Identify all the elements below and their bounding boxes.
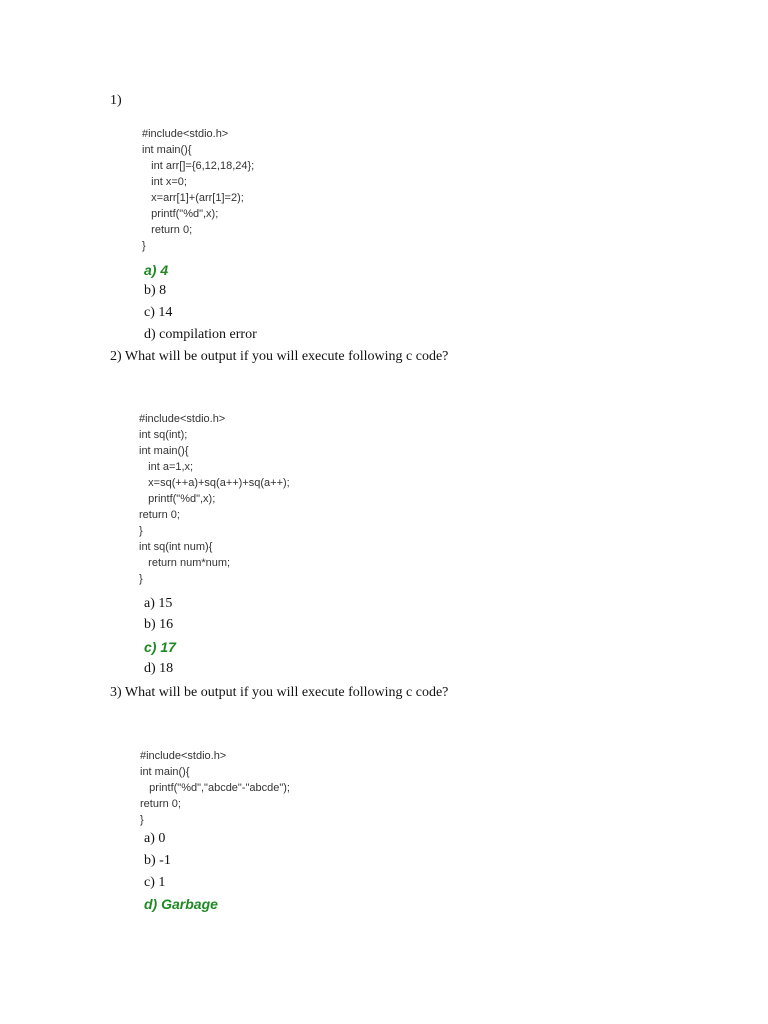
question-3-option-a: a) 0 [144,831,166,846]
question-1-option-a-correct: a) 4 [144,262,169,278]
code-line: x=sq(++a)+sq(a++)+sq(a++); [139,477,290,489]
question-2-code-block [139,411,290,587]
question-1-option-d: d) compilation error [144,327,257,342]
code-line: x=arr[1]+(arr[1]=2); [142,192,244,204]
question-2-option-d: d) 18 [144,661,174,676]
code-line: int sq(int); [139,429,188,441]
code-line: #include<stdio.h> [140,750,227,762]
code-line: int x=0; [142,176,187,188]
question-1-number: 1) [110,93,122,108]
question-2-option-c-correct: c) 17 [144,639,176,655]
code-line: return 0; [139,509,180,521]
code-line: return 0; [140,798,181,810]
code-line: int arr[]={6,12,18,24}; [142,160,255,172]
code-line: printf("%d","abcde"-"abcde"); [140,782,290,794]
code-line: } [142,240,146,252]
code-line: int main(){ [142,144,192,156]
code-line: } [140,814,144,826]
code-line: int a=1,x; [139,461,194,473]
question-2-option-a: a) 15 [144,596,173,611]
question-2-option-b: b) 16 [144,617,174,632]
question-3-option-c: c) 1 [144,875,166,890]
question-3-code-block [140,748,290,828]
question-1-option-b: b) 8 [144,283,167,298]
code-line: } [139,525,143,537]
question-2-prompt: 2) What will be output if you will execute following c code? [110,349,449,364]
code-line: printf("%d",x); [139,493,216,505]
question-3-option-d-correct: d) Garbage [144,896,218,912]
code-line: #include<stdio.h> [142,128,229,140]
question-3-option-b: b) -1 [144,853,171,868]
question-1-option-c: c) 14 [144,305,173,320]
code-line: return 0; [142,224,193,236]
code-line: return num*num; [139,557,231,569]
code-line: int sq(int num){ [139,541,213,553]
code-line: printf("%d",x); [142,208,219,220]
code-line: #include<stdio.h> [139,413,226,425]
question-1-code-block [142,126,254,254]
code-line: int main(){ [139,445,189,457]
question-3-prompt: 3) What will be output if you will execute following c code? [110,685,449,700]
code-line: } [139,573,143,585]
code-line: int main(){ [140,766,190,778]
